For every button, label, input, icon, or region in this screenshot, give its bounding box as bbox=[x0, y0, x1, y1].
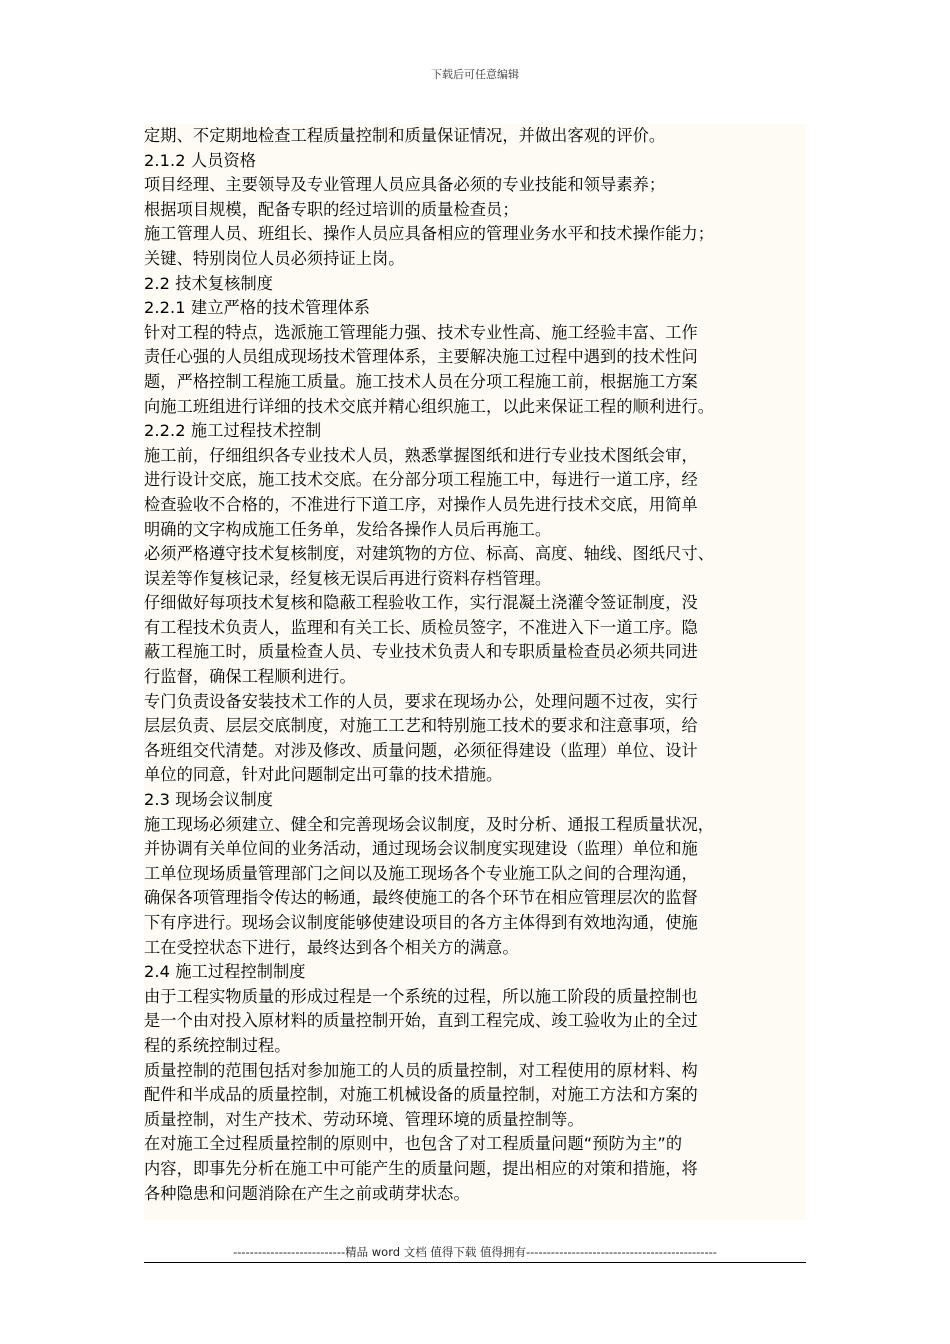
section-heading: 2.1.2 人员资格 bbox=[144, 150, 257, 170]
page-header: 下载后可任意编辑 bbox=[431, 68, 519, 81]
body-line: 误差等作复核记录，经复核无误后再进行资料存档管理。 bbox=[144, 568, 552, 588]
body-line: 下有序进行。现场会议制度能够使建设项目的各方主体得到有效地沟通，使施 bbox=[144, 913, 698, 932]
body-line: 关键、特别岗位人员必须持证上岗。 bbox=[144, 248, 405, 268]
body-line: 项目经理、主要领导及专业管理人员应具备必须的专业技能和领导素养； bbox=[144, 175, 666, 195]
body-line: 检查验收不合格的，不准进行下道工序，对操作人员先进行技术交底，用简单 bbox=[144, 494, 698, 514]
body-line: 层层负责、层层交底制度，对施工工艺和特别施工技术的要求和注意事项，给 bbox=[144, 716, 698, 736]
body-line: 向施工班组进行详细的技术交底并精心组织施工，以此来保证工程的顺利进行。 bbox=[144, 396, 715, 416]
body-line: 质量控制，对生产技术、劳动环境、管理环境的质量控制等。 bbox=[144, 1109, 584, 1129]
body-line: 进行设计交底，施工技术交底。在分部分项工程施工中，每进行一道工序，经 bbox=[144, 470, 698, 490]
body-line: 施工管理人员、班组长、操作人员应具备相应的管理业务水平和技术操作能力； bbox=[144, 224, 715, 244]
body-line: 并协调有关单位间的业务活动，通过现场会议制度实现建设（监理）单位和施 bbox=[144, 839, 698, 859]
body-line: 专门负责设备安装技术工作的人员，要求在现场办公，处理问题不过夜，实行 bbox=[144, 691, 698, 711]
body-line: 工在受控状态下进行，最终达到各个相关方的满意。 bbox=[144, 937, 519, 957]
body-line: 配件和半成品的质量控制，对施工机械设备的质量控制，对施工方法和方案的 bbox=[144, 1085, 698, 1105]
section-heading: 2.4 施工过程控制制度 bbox=[144, 962, 306, 982]
body-line: 由于工程实物质量的形成过程是一个系统的过程，所以施工阶段的质量控制也 bbox=[144, 986, 698, 1006]
body-line: 各种隐患和问题消除在产生之前或萌芽状态。 bbox=[144, 1183, 470, 1203]
body-line: 是一个由对投入原材料的质量控制开始，直到工程完成、竣工验收为止的全过 bbox=[144, 1011, 698, 1031]
body-line: 明确的文字构成施工任务单，发给各操作人员后再施工。 bbox=[144, 519, 552, 539]
body-line: 题，严格控制工程施工质量。施工技术人员在分项工程施工前，根据施工方案 bbox=[144, 371, 698, 391]
body-line: 施工前，仔细组织各专业技术人员，熟悉掌握图纸和进行专业技术图纸会审， bbox=[144, 445, 698, 465]
body-line: 程的系统控制过程。 bbox=[144, 1035, 291, 1055]
body-line: 工单位现场质量管理部门之间以及施工现场各个专业施工队之间的合理沟通， bbox=[144, 863, 698, 883]
body-line: 单位的同意，针对此问题制定出可靠的技术措施。 bbox=[144, 765, 503, 785]
section-heading: 2.3 现场会议制度 bbox=[144, 790, 274, 810]
body-line: 定期、不定期地检查工程质量控制和质量保证情况，并做出客观的评价。 bbox=[144, 126, 666, 145]
body-line: 在对施工全过程质量控制的原则中，也包含了对工程质量问题“预防为主”的 bbox=[144, 1134, 683, 1154]
body-line: 有工程技术负责人，监理和有关工长、质检员签字，不准进入下一道工序。隐 bbox=[144, 617, 698, 637]
body-line: 质量控制的范围包括对参加施工的人员的质量控制，对工程使用的原材料、构 bbox=[144, 1060, 698, 1080]
body-line: 行监督，确保工程顺利进行。 bbox=[144, 667, 356, 687]
body-line: 内容，即事先分析在施工中可能产生的质量问题，提出相应的对策和措施，将 bbox=[144, 1158, 698, 1178]
body-line: 施工现场必须建立、健全和完善现场会议制度，及时分析、通报工程质量状况， bbox=[144, 814, 715, 834]
section-heading: 2.2.1 建立严格的技术管理体系 bbox=[144, 298, 371, 318]
body-line: 确保各项管理指令传达的畅通，最终使施工的各个环节在相应管理层次的监督 bbox=[144, 888, 698, 908]
section-heading: 2.2.2 施工过程技术控制 bbox=[144, 421, 322, 441]
footer-rule bbox=[144, 1262, 806, 1263]
body-line: 各班组交代清楚。对涉及修改、质量问题，必须征得建设（监理）单位、设计 bbox=[144, 740, 698, 760]
body-line: 仔细做好每项技术复核和隐蔽工程验收工作，实行混凝土浇灌令签证制度，没 bbox=[144, 593, 698, 613]
document-body bbox=[144, 124, 806, 1220]
body-line: 蔽工程施工时，质量检查人员、专业技术负责人和专职质量检查员必须共同进 bbox=[144, 642, 698, 662]
body-line: 必须严格遵守技术复核制度，对建筑物的方位、标高、高度、轴线、图纸尺寸、 bbox=[144, 544, 715, 564]
body-line: 针对工程的特点，选派施工管理能力强、技术专业性高、施工经验丰富、工作 bbox=[144, 322, 698, 342]
page-footer: ---------------------------精品 word 文档 值得下载 值得拥有---------------------------------------------- bbox=[233, 1245, 717, 1259]
section-heading: 2.2 技术复核制度 bbox=[144, 273, 274, 293]
body-line: 根据项目规模，配备专职的经过培训的质量检查员； bbox=[144, 199, 519, 219]
body-line: 责任心强的人员组成现场技术管理体系，主要解决施工过程中遇到的技术性问 bbox=[144, 347, 698, 367]
